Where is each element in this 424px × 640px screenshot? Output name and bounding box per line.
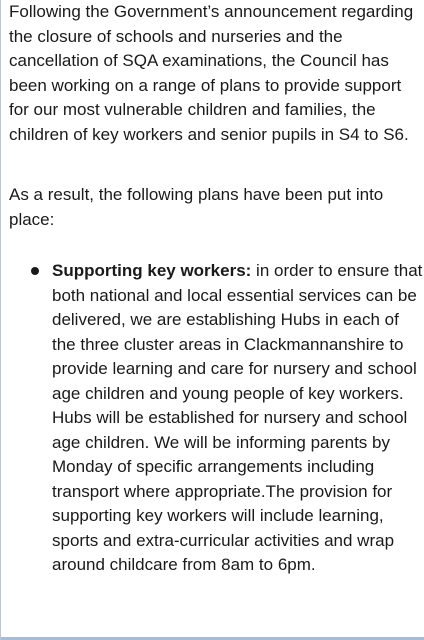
- intro-paragraph: Following the Government’s announcement regarding the closure of schools and nurseries and the cancellation of SQA examinations, the Council has been working on a range of plans to provide support for our most vulnerable children and families, the children of key workers and senior pupils in S4 to S6.: [9, 2, 414, 144]
- list-item-body: [52, 259, 424, 578]
- bullet-icon: [31, 267, 39, 275]
- list-item: [31, 259, 424, 578]
- plans-list: [31, 259, 424, 578]
- result-paragraph: As a result, the following plans have been put into place:: [9, 185, 384, 229]
- list-item-text: in order to ensure that both national and local essential services can be delivered, we are establishing Hubs in each of the three cluster areas in Clackmannanshire to provide learning and care for nursery and school age children and young people of key workers. Hubs will be established for nursery and school age children. We will be informing parents by Monday of specific arrangements including transport where appropriate.The provision for supporting key workers will include learning, sports and extra-curricular activities and wrap around childcare from 8am to 6pm.: [52, 261, 423, 574]
- list-item-heading: Supporting key workers:: [52, 261, 252, 280]
